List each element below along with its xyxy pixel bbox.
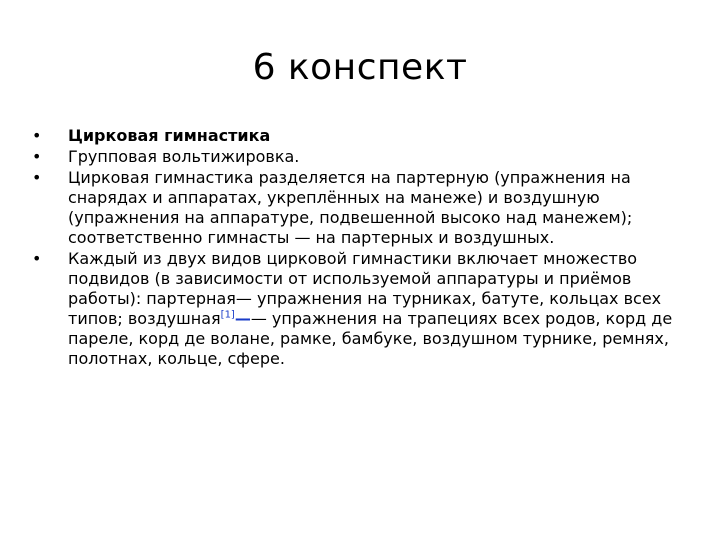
bullet-icon: •	[32, 168, 42, 187]
list-item	[32, 249, 692, 369]
reference-dash: —	[234, 309, 251, 328]
reference-link[interactable]: [1]	[220, 309, 235, 321]
bullet-text: Цирковая гимнастика	[68, 126, 271, 145]
list-item	[32, 147, 692, 167]
bullet-text: Групповая вольтижировка.	[68, 147, 300, 166]
slide-title: 6 конспект	[252, 47, 468, 88]
bullet-icon: •	[32, 126, 42, 145]
bullet-text-part-1: Каждый из двух видов цирковой гимнастики включает множество подвидов (в зависимости от используемой аппаратуры и приёмов работы): партерная— упражнения на турниках, батуте, кольцах всех типов; воздушная	[68, 249, 662, 328]
bullet-text-part-2: — упражнения на трапециях всех родов, корд де пареле, корд де волане, рамке, бамбуке, воздушном турнике, ремнях, полотнах, кольце, сфере.	[68, 309, 673, 368]
list-item	[32, 168, 692, 248]
bullet-text: Цирковая гимнастика разделяется на партерную (упражнения на снарядах и аппаратах, укреплённых на манеже) и воздушную (упражнения на аппаратуре, подвешенной высоко над манежем); соответственно гимнасты — на партерных и воздушных.	[68, 168, 633, 247]
bullet-list	[32, 126, 692, 370]
bullet-icon: •	[32, 249, 42, 268]
bullet-icon: •	[32, 147, 42, 166]
list-item	[32, 126, 692, 146]
